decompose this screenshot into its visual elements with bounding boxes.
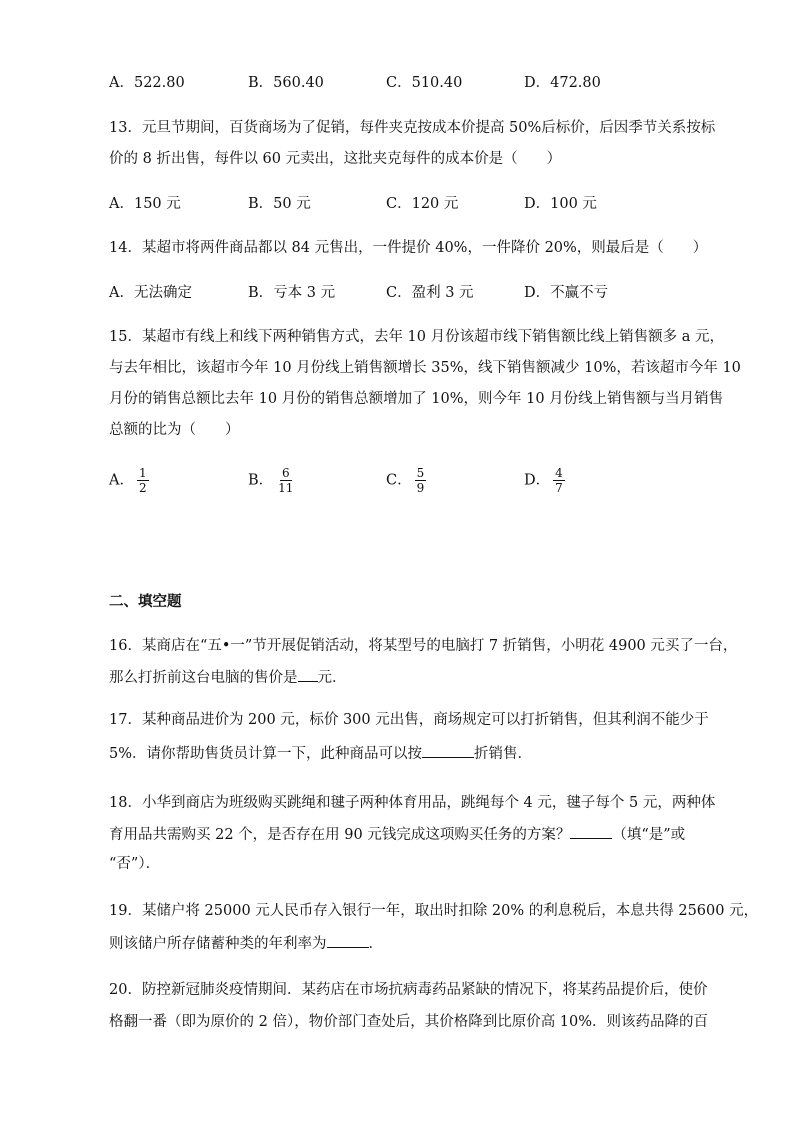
q15-line-3: 月份的销售总额比去年 10 月份的销售总额增加了 10%，则今年 10 月份线上销售额与当月销售 — [109, 391, 724, 407]
q18-line-2 — [109, 824, 685, 845]
q19-line-1: 19．某储户将 25000 元人民币存入银行一年，取出时扣除 20% 的利息税后，本息共得 25600 元， — [109, 903, 759, 919]
q16-line-1: 16．某商店在“五•一”节开展促销活动，将某型号的电脑打 7 折销售，小明花 4900 元买了一台， — [109, 638, 738, 654]
q12-option-a: A．522.80 — [109, 75, 185, 91]
q20-line-1: 20．防控新冠肺炎疫情期间．某药店在市场抗病毒药品紧缺的情况下，将某药品提价后，使价 — [109, 982, 708, 998]
q15-option-c-fraction — [415, 466, 427, 495]
q18-text-after-blank: （填“是”或 — [612, 827, 686, 843]
q18-text-before-blank: 育用品共需购买 22 个，是否存在用 90 元钱完成这项购买任务的方案？ — [109, 827, 571, 843]
q17-answer-blank[interactable] — [422, 743, 474, 758]
q13-option-d: D．100 元 — [524, 196, 597, 212]
q13-line-2: 价的 8 折出售，每件以 60 元卖出，这批夹克每件的成本价是（ ） — [109, 151, 562, 167]
q15-option-d — [524, 466, 565, 495]
fraction-numerator: 6 — [281, 466, 290, 480]
q16-line-2 — [109, 667, 347, 688]
q14-line-1: 14．某超市将两件商品都以 84 元售出，一件提价 40%，一件降价 20%，则最后是（ ） — [109, 240, 708, 256]
q17-line-1: 17．某种商品进价为 200 元，标价 300 元出售，商场规定可以打折销售，但其利润不能少于 — [109, 712, 709, 728]
q13-option-c: C．120 元 — [386, 196, 459, 212]
q17-text-after-blank: 折销售． — [474, 746, 533, 762]
q18-answer-blank[interactable] — [570, 824, 612, 839]
q15-option-a-label: A． — [109, 472, 134, 489]
q14-option-b: B．亏本 3 元 — [248, 285, 336, 301]
q18-line-3: “否”）． — [109, 856, 161, 872]
fraction-numerator: 5 — [416, 466, 425, 480]
q12-option-b: B．560.40 — [248, 75, 324, 91]
q15-option-b — [248, 466, 295, 495]
q12-option-c: C．510.40 — [386, 75, 463, 91]
fraction-denominator: 2 — [138, 481, 147, 495]
q18-line-1: 18．小华到商店为班级购买跳绳和毽子两种体育用品，跳绳每个 4 元，毽子每个 5 元，两种体 — [109, 795, 716, 811]
q20-line-2: 格翻一番（即为原价的 2 倍），物价部门查处后，其价格降到比原价高 10%．则该药品降的百 — [109, 1014, 709, 1030]
q14-option-d: D．不赢不亏 — [524, 285, 609, 301]
q16-answer-blank[interactable] — [298, 667, 318, 682]
section-heading-fill-in: 二、填空题 — [109, 594, 182, 610]
q15-option-b-label: B． — [248, 472, 274, 489]
q15-option-d-label: D． — [524, 472, 551, 489]
q19-text-after-blank: ． — [368, 936, 383, 952]
q19-text-before-blank: 则该储户所存储蓄种类的年利率为 — [109, 936, 327, 952]
q15-option-c-label: C． — [386, 472, 412, 489]
q15-line-4: 总额的比为（ ） — [109, 422, 240, 438]
fraction-denominator: 7 — [555, 481, 563, 495]
q16-text-before-blank: 那么打折前这台电脑的售价是 — [109, 670, 298, 686]
q17-text-before-blank: 5%．请你帮助售货员计算一下，此种商品可以按 — [109, 746, 423, 762]
q15-option-b-fraction — [276, 466, 295, 495]
q14-option-c: C．盈利 3 元 — [386, 285, 474, 301]
fraction-denominator: 9 — [416, 481, 425, 495]
fraction-numerator: 1 — [138, 466, 147, 480]
q15-line-1: 15．某超市有线上和线下两种销售方式，去年 10 月份该超市线下销售额比线上销售额多 a 元， — [109, 329, 724, 345]
q12-option-d: D．472.80 — [524, 75, 601, 91]
q15-option-c — [386, 466, 426, 495]
q19-line-2 — [109, 933, 383, 954]
fraction-denominator: 11 — [278, 481, 294, 495]
q19-answer-blank[interactable] — [327, 933, 369, 948]
q16-text-after-blank: 元． — [317, 670, 347, 686]
q13-line-1: 13．元旦节期间，百货商场为了促销，每件夹克按成本价提高 50%后标价，后因季节关系按标 — [109, 120, 716, 136]
q15-option-a — [109, 466, 149, 495]
q17-line-2 — [109, 743, 532, 764]
q13-option-a: A．150 元 — [109, 196, 181, 212]
fraction-numerator: 4 — [555, 466, 563, 480]
q15-option-a-fraction — [137, 466, 149, 495]
q13-option-b: B．50 元 — [248, 196, 311, 212]
q15-option-d-fraction — [553, 466, 565, 495]
q14-option-a: A．无法确定 — [109, 285, 192, 301]
q15-line-2: 与去年相比，该超市今年 10 月份线上销售额增长 35%，线下销售额减少 10%，若该超市今年 10 — [109, 360, 741, 376]
